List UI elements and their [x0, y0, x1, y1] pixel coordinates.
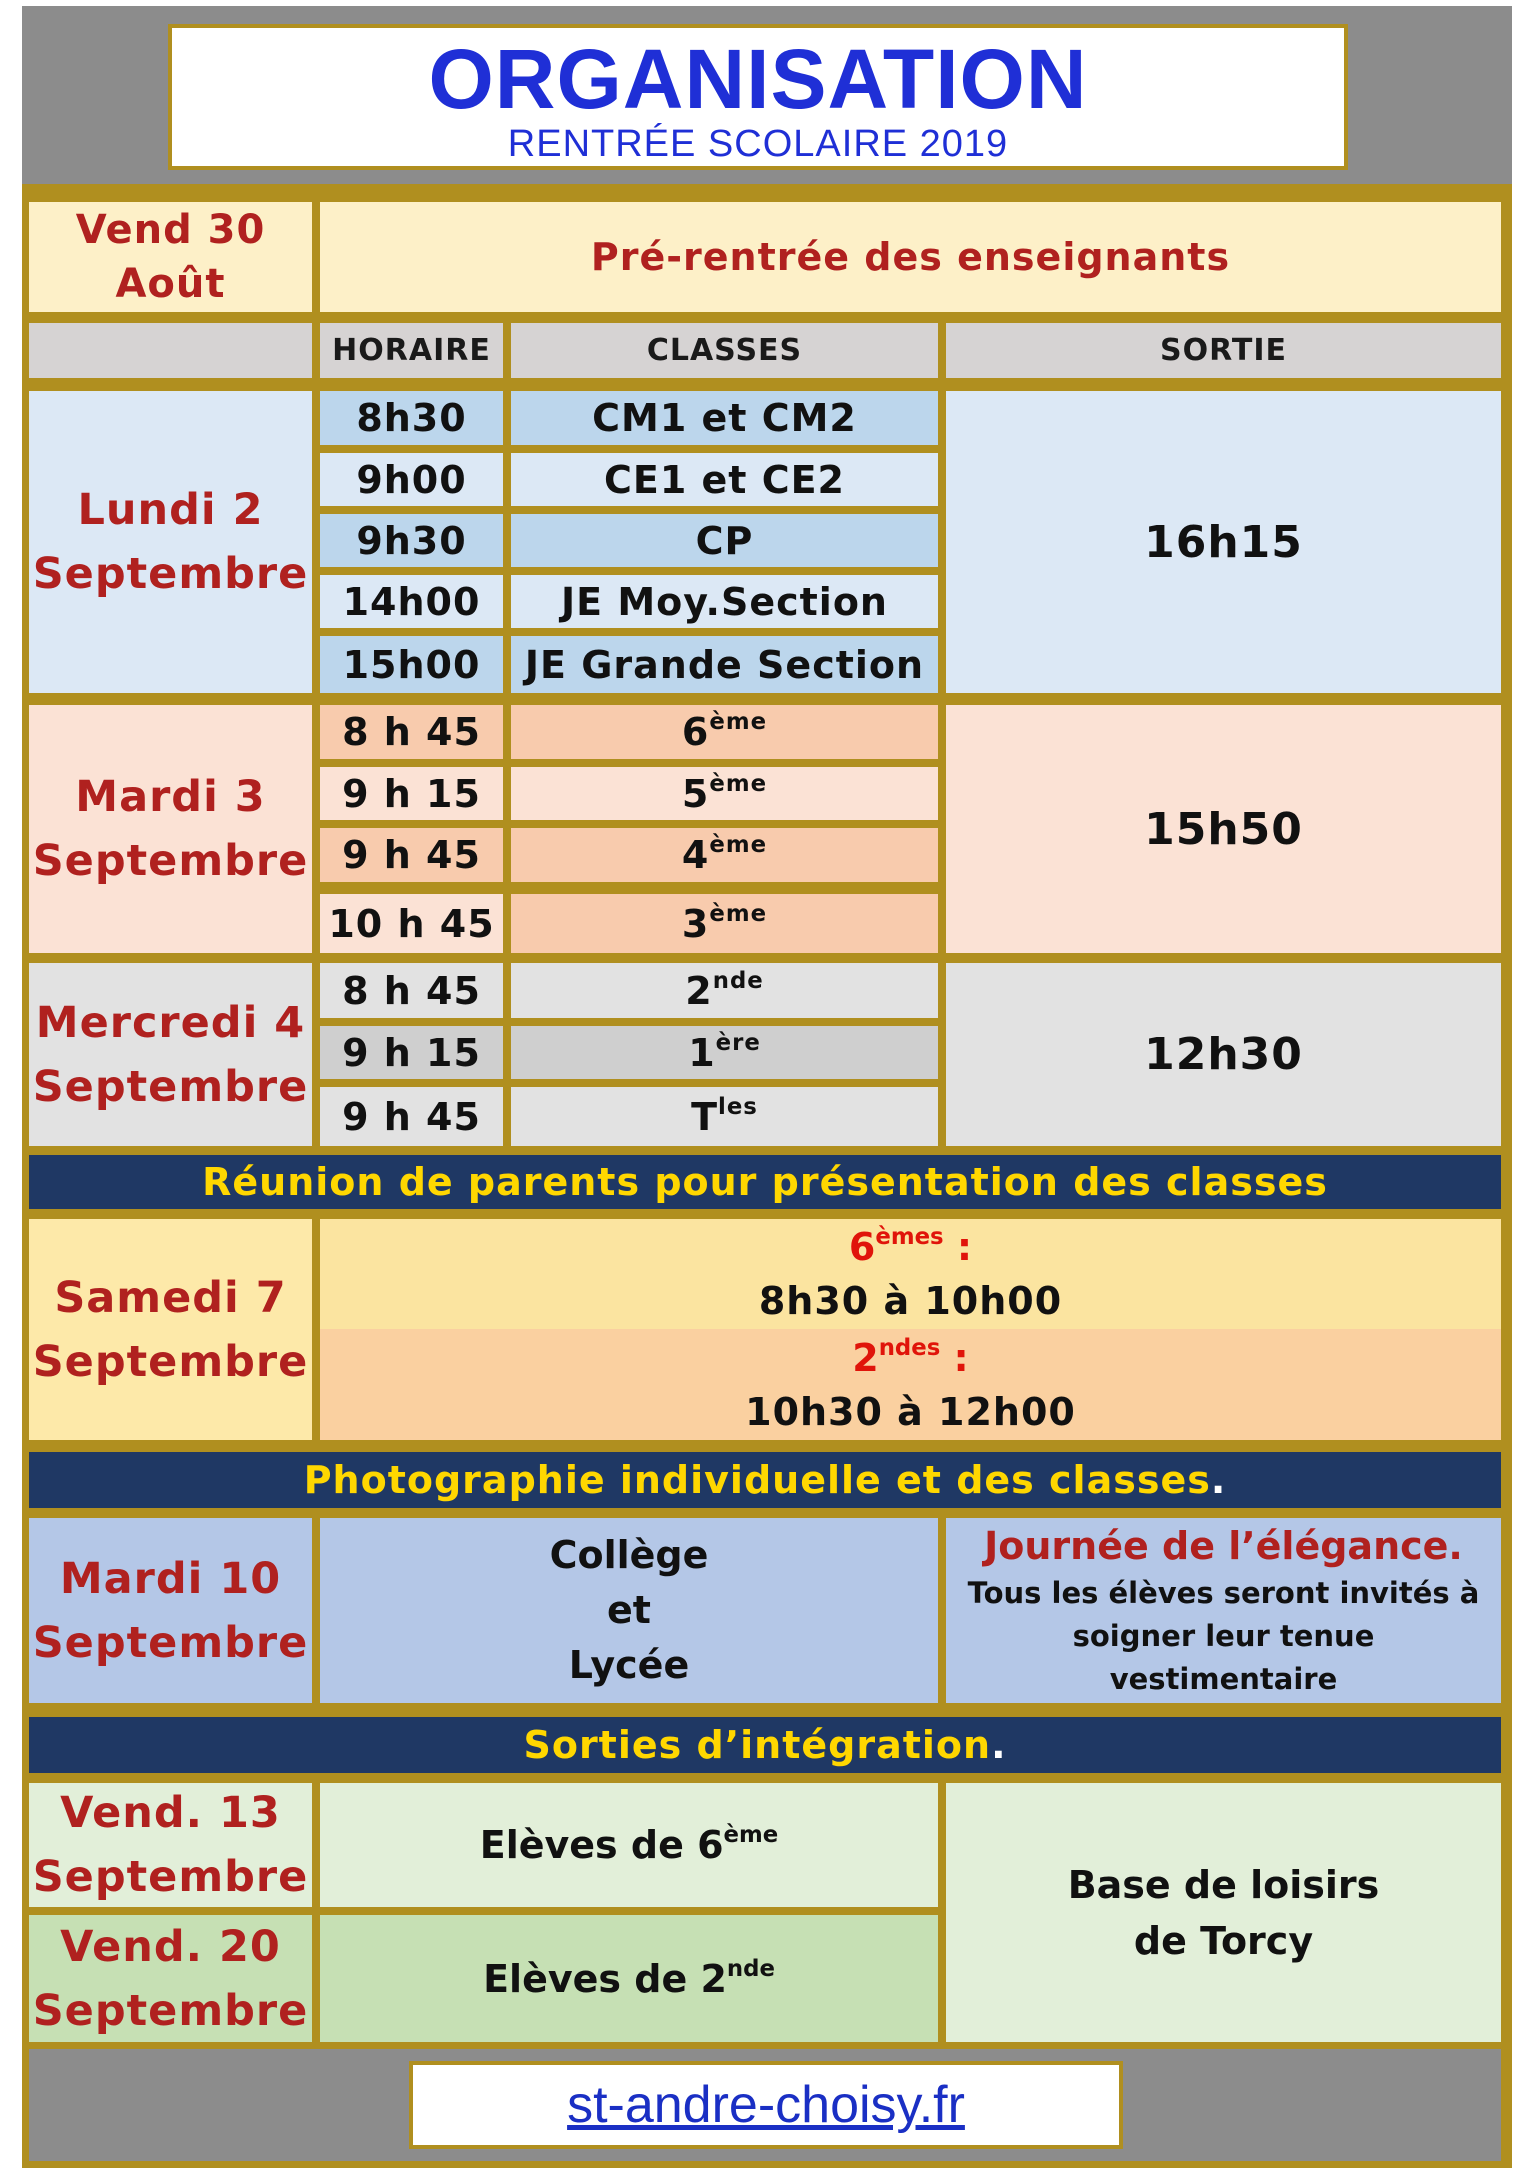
mardi-time-3: 9 h 45	[320, 828, 503, 882]
photo-band-text: Photographie individuelle et des classes	[303, 1458, 1211, 1502]
elegance-title: Journée de l’élégance.	[984, 1524, 1463, 1568]
lundi-time-4: 14h00	[320, 575, 503, 628]
class-sup: ème	[709, 832, 768, 859]
day-line1: Vend. 13	[60, 1788, 281, 1838]
class-sup: ème	[709, 770, 768, 797]
sorties-band	[29, 1717, 1501, 1773]
mercredi-sortie: 12h30	[946, 963, 1501, 1146]
header-classes: CLASSES	[511, 323, 938, 378]
group2-text: Elèves de 2	[483, 1956, 727, 2001]
place-line2: de Torcy	[1133, 1918, 1314, 1963]
day-line1: Mardi 10	[59, 1553, 282, 1604]
class-sup: les	[718, 1093, 758, 1120]
day-vend-20	[29, 1915, 312, 2042]
day-line2: Août	[115, 261, 226, 307]
class-base: T	[691, 1094, 719, 1139]
group2-sup: nde	[726, 1955, 775, 1982]
mardi-time-2: 9 h 15	[320, 767, 503, 820]
lundi-time-5: 15h00	[320, 636, 503, 693]
photo-elegance	[946, 1518, 1501, 1703]
elegance-line1: Tous les élèves seront invités à	[967, 1576, 1480, 1610]
day-line1: Lundi 2	[77, 485, 264, 535]
photo-who	[320, 1518, 938, 1703]
place-torcy	[946, 1783, 1501, 2042]
title-box	[168, 24, 1348, 170]
lundi-sortie: 16h15	[946, 391, 1501, 693]
mercredi-class-3	[511, 1087, 938, 1146]
day-mercredi-4	[29, 963, 312, 1146]
schedule-sheet	[22, 6, 1512, 2168]
mercredi-time-2: 9 h 15	[320, 1026, 503, 1079]
lundi-time-2: 9h00	[320, 453, 503, 506]
mardi-class-4	[511, 894, 938, 953]
lundi-time-1: 8h30	[320, 391, 503, 445]
group-6eme	[320, 1783, 938, 1907]
photo-band-dot: .	[1210, 1458, 1227, 1502]
mercredi-class-2	[511, 1026, 938, 1079]
lundi-class-2: CE1 et CE2	[511, 453, 938, 506]
sorties-band-text: Sorties d’intégration	[523, 1723, 992, 1767]
class-sup: nde	[712, 967, 764, 994]
day-vend-30	[29, 202, 312, 312]
day-samedi-7	[29, 1219, 312, 1440]
photo-band	[29, 1452, 1501, 1508]
lundi-time-3: 9h30	[320, 514, 503, 567]
who-line3: Lycée	[568, 1643, 690, 1687]
day-mardi-3	[29, 705, 312, 953]
class-base: 2	[685, 968, 713, 1013]
mercredi-class-1	[511, 963, 938, 1018]
class-sup: ère	[715, 1029, 761, 1056]
place-line1: Base de loisirs	[1067, 1862, 1380, 1907]
slot2-colon: :	[940, 1335, 969, 1380]
group1-text: Elèves de 6	[479, 1823, 724, 1867]
class-sup: ème	[709, 709, 768, 736]
lundi-class-4: JE Moy.Section	[511, 575, 938, 628]
mercredi-time-3: 9 h 45	[320, 1087, 503, 1146]
pre-rentree-label	[320, 202, 1501, 312]
page-subtitle: RENTRÉE SCOLAIRE 2019	[507, 123, 1009, 165]
slot1-colon: :	[943, 1225, 973, 1269]
mardi-class-3	[511, 828, 938, 882]
slot2-base: 2	[852, 1335, 879, 1380]
mardi-sortie: 15h50	[946, 705, 1501, 953]
samedi-slot-2	[320, 1329, 1501, 1440]
website-link[interactable]: st-andre-choisy.fr	[567, 2076, 965, 2134]
day-lundi-2	[29, 391, 312, 693]
class-base: 1	[688, 1030, 716, 1075]
slot1-label	[849, 1220, 972, 1274]
day-mardi-10	[29, 1518, 312, 1703]
slot2-sup: ndes	[878, 1334, 941, 1361]
day-line2: Septembre	[32, 549, 309, 599]
day-line2: Septembre	[32, 1061, 309, 1112]
mardi-class-2	[511, 767, 938, 820]
day-vend-13	[29, 1783, 312, 1907]
mardi-class-1	[511, 705, 938, 759]
header-horaire: HORAIRE	[320, 323, 503, 378]
day-line1: Samedi 7	[54, 1272, 287, 1323]
day-line2: Septembre	[32, 836, 309, 886]
sorties-band-dot: .	[991, 1723, 1007, 1767]
class-base: 4	[681, 833, 710, 877]
slot2-time: 10h30 à 12h00	[745, 1389, 1076, 1434]
day-line2: Septembre	[32, 1985, 309, 2036]
mardi-time-4: 10 h 45	[320, 894, 503, 953]
slot1-base: 6	[848, 1225, 876, 1269]
pre-rentree-text: Pré-rentrée des enseignants	[590, 235, 1231, 279]
day-line1: Vend 30	[75, 207, 266, 253]
header-blank	[29, 323, 312, 378]
day-line1: Mercredi 4	[35, 997, 306, 1048]
slot1-time: 8h30 à 10h00	[758, 1279, 1063, 1323]
elegance-line2: soigner leur tenue	[1072, 1619, 1375, 1653]
samedi-slot-1	[320, 1219, 1501, 1329]
lundi-class-3: CP	[511, 514, 938, 567]
group1-sup: ème	[723, 1822, 779, 1849]
class-base: 6	[681, 710, 710, 754]
day-line2: Septembre	[32, 1617, 309, 1668]
class-sup: ème	[709, 900, 768, 927]
mercredi-time-1: 8 h 45	[320, 963, 503, 1018]
footer-box	[409, 2061, 1123, 2149]
slot2-label	[852, 1331, 968, 1385]
who-line1: Collège	[549, 1533, 709, 1577]
class-base: 3	[681, 901, 710, 946]
day-line1: Mardi 3	[75, 772, 266, 822]
slot1-sup: èmes	[875, 1224, 944, 1251]
who-line2: et	[607, 1588, 651, 1632]
class-base: 5	[681, 771, 710, 816]
group-2nde	[320, 1915, 938, 2042]
lundi-class-1: CM1 et CM2	[511, 391, 938, 445]
elegance-line3: vestimentaire	[1109, 1662, 1338, 1696]
day-line2: Septembre	[32, 1852, 309, 1902]
day-line2: Septembre	[32, 1336, 309, 1387]
reunion-band: Réunion de parents pour présentation des classes	[29, 1155, 1501, 1209]
day-line1: Vend. 20	[60, 1921, 281, 1972]
header-sortie: SORTIE	[946, 323, 1501, 378]
page-title: ORGANISATION	[428, 32, 1088, 126]
mardi-time-1: 8 h 45	[320, 705, 503, 759]
lundi-class-5: JE Grande Section	[511, 636, 938, 693]
